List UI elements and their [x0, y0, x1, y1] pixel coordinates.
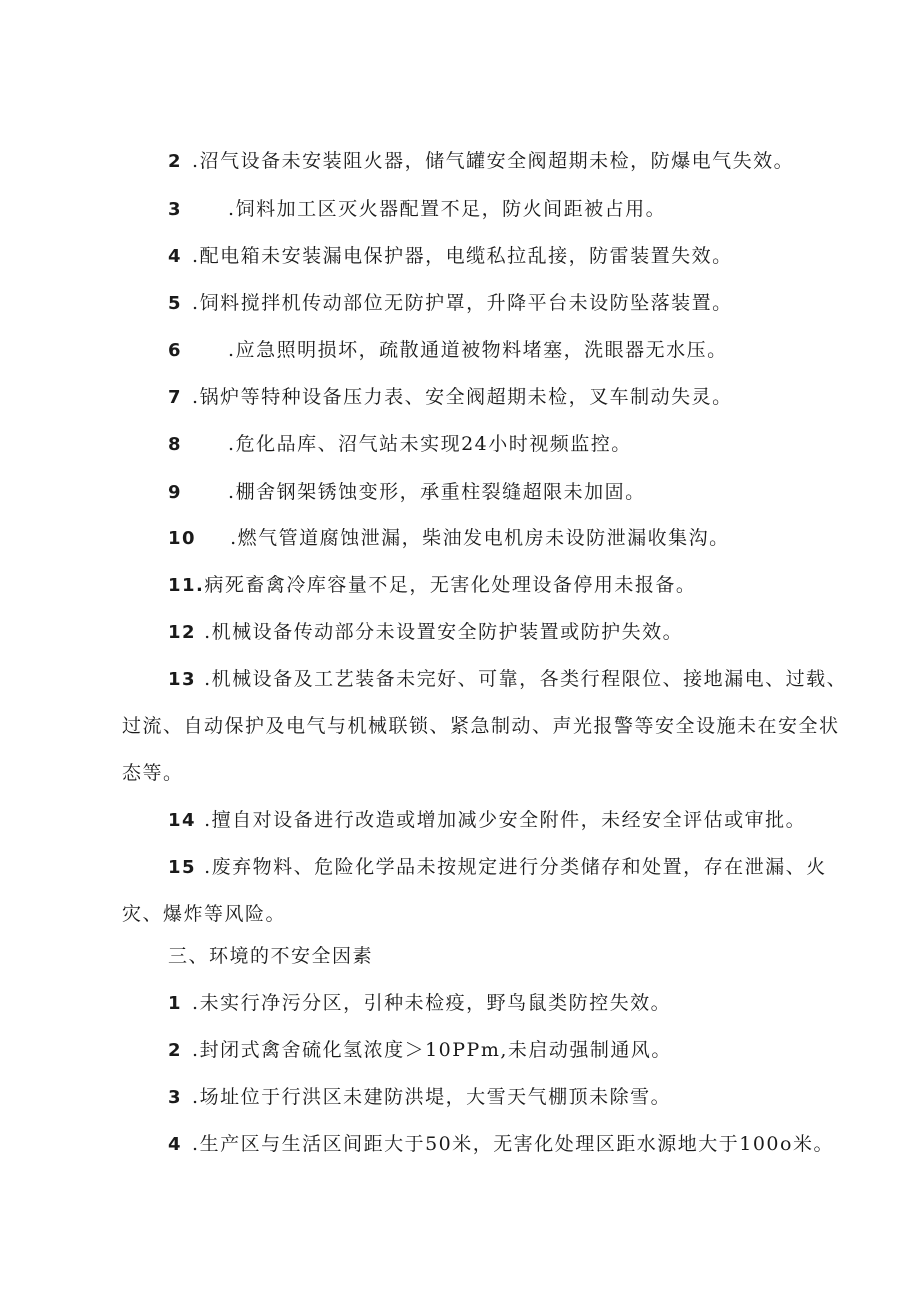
item-text: .锅炉等特种设备压力表、安全阀超期未检，叉车制动失灵。	[192, 386, 733, 408]
item-text: 病死畜禽冷库容量不足，无害化处理设备停用未报备。	[204, 574, 697, 596]
item-number: 6	[168, 340, 183, 361]
item-text: .燃气管道腐蚀泄漏，柴油发电机房未设防泄漏收集沟。	[230, 527, 730, 549]
item-text: .棚舍钢架锈蚀变形，承重柱裂缝超限未加固。	[228, 481, 646, 503]
item-number: 11.	[168, 575, 205, 596]
list-item	[168, 244, 733, 269]
item-number: 1	[168, 993, 183, 1014]
item-text-continued: 态等。	[122, 762, 184, 784]
list-item	[168, 991, 671, 1016]
item-text: .封闭式禽舍硫化氢浓度＞10PPm,未启动强制通风。	[192, 1039, 672, 1061]
list-item	[168, 808, 806, 833]
item-text: .废弃物料、危险化学品未按规定进行分类储存和处置，存在泄漏、火	[204, 856, 827, 878]
list-item	[168, 432, 632, 457]
item-number: 2	[168, 1040, 183, 1061]
list-item	[168, 149, 794, 174]
list-item-continuation	[122, 761, 184, 785]
list-item	[168, 1038, 672, 1063]
item-text: .危化品库、沼气站未实现24小时视频监控。	[228, 433, 632, 455]
item-number: 13	[168, 669, 197, 690]
item-text: .饲料搅拌机传动部位无防护罩，升降平台未设防坠落装置。	[192, 292, 733, 314]
item-number: 2	[168, 151, 183, 172]
list-item	[168, 620, 683, 645]
item-text: .场址位于行洪区未建防洪堤，大雪天气棚顶未除雪。	[192, 1086, 672, 1108]
item-number: 15	[168, 857, 197, 878]
item-text: .机械设备传动部分未设置安全防护装置或防护失效。	[204, 621, 684, 643]
list-item	[168, 197, 666, 222]
item-number: 4	[168, 246, 183, 267]
list-item	[168, 291, 733, 316]
list-item-continuation	[122, 714, 840, 738]
list-item	[168, 526, 730, 551]
item-number: 7	[168, 387, 183, 408]
item-text: .配电箱未安装漏电保护器，电缆私拉乱接，防雷装置失效。	[192, 245, 733, 267]
item-text: .沼气设备未安装阻火器，储气罐安全阀超期未检，防爆电气失效。	[192, 150, 795, 172]
list-item	[168, 385, 733, 410]
list-item	[168, 1085, 671, 1110]
item-number: 12	[168, 622, 197, 643]
item-text: .机械设备及工艺装备未完好、可靠，各类行程限位、接地漏电、过载、	[204, 668, 848, 690]
list-item	[168, 480, 646, 505]
list-item	[168, 338, 728, 363]
list-item	[168, 855, 827, 880]
item-number: 14	[168, 810, 197, 831]
item-number: 3	[168, 1087, 183, 1108]
item-text: .饲料加工区灭火器配置不足，防火间距被占用。	[228, 198, 667, 220]
item-text: .应急照明损坏，疏散通道被物料堵塞，洗眼器无水压。	[228, 339, 728, 361]
list-item	[168, 667, 847, 692]
item-text: .未实行净污分区，引种未检疫，野鸟鼠类防控失效。	[192, 992, 672, 1014]
list-item-continuation	[122, 902, 286, 926]
item-text-continued: 灾、爆炸等风险。	[122, 903, 287, 925]
item-number: 8	[168, 434, 183, 455]
list-item	[168, 573, 696, 598]
section-heading: 三、环境的不安全因素	[168, 945, 374, 967]
item-number: 9	[168, 482, 183, 503]
item-text: .擅自对设备进行改造或增加减少安全附件，未经安全评估或审批。	[204, 809, 807, 831]
item-number: 10	[168, 528, 197, 549]
item-number: 3	[168, 199, 183, 220]
item-number: 4	[168, 1134, 183, 1155]
list-item	[168, 1132, 834, 1157]
item-number: 5	[168, 293, 183, 314]
item-text-continued: 过流、自动保护及电气与机械联锁、紧急制动、声光报警等安全设施未在安全状	[122, 715, 840, 737]
item-text: .生产区与生活区间距大于50米，无害化处理区距水源地大于100o米。	[192, 1133, 834, 1155]
